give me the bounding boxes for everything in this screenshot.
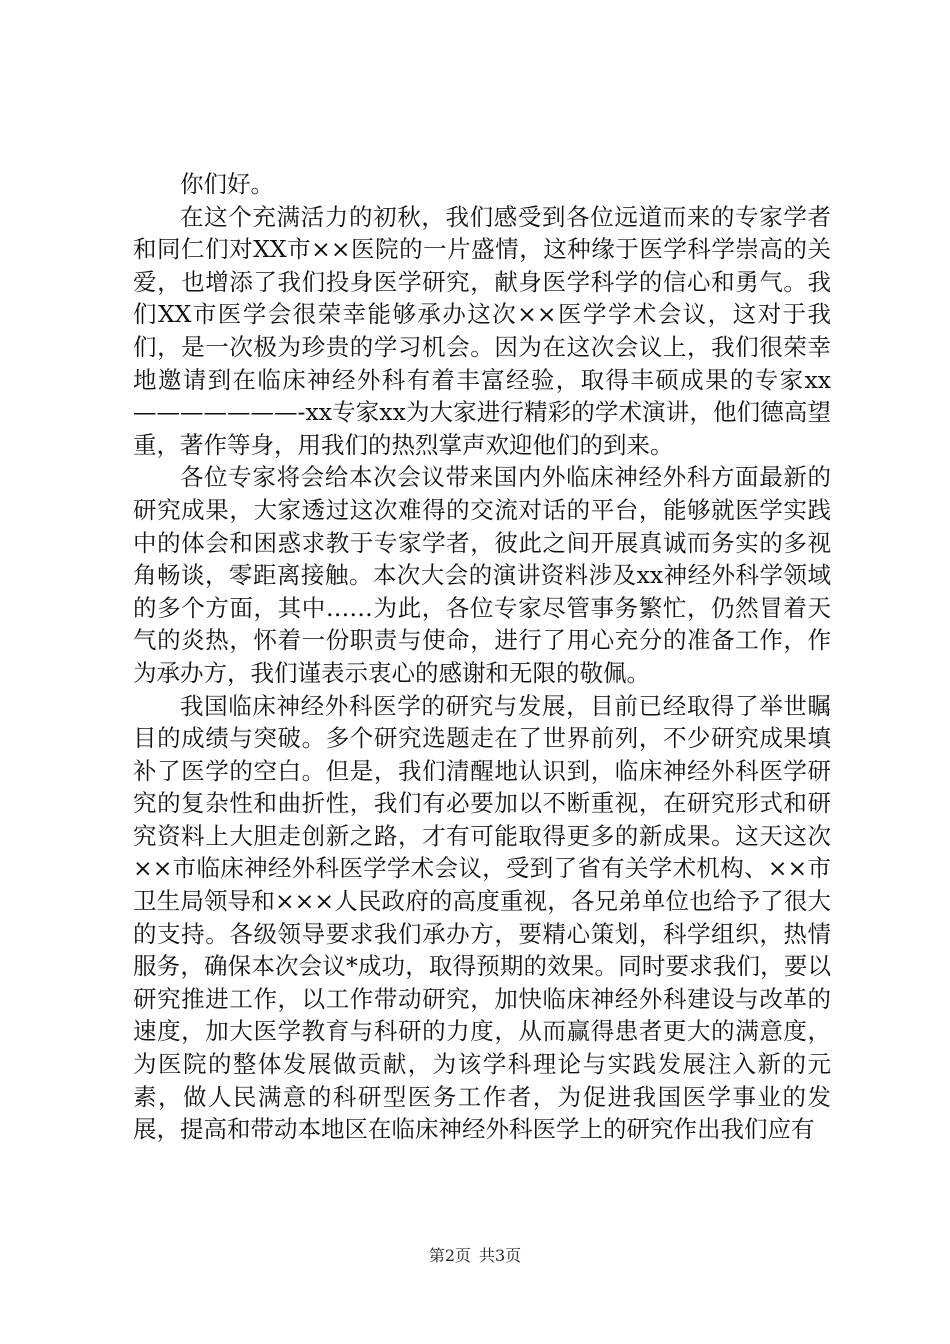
paragraph-development: 我国临床神经外科医学的研究与发展，目前已经取得了举世瞩目的成绩与突破。多个研究选题走在了世界前列，不少研究成果填补了医学的空白。但是，我们清醒地认识到，临床神经外科医学研究的复杂性和曲折性，我们有必要加以不断重视，在研究形式和研究资料上大胆走创新之路，才有可能取得更多的新成果。这天这次××市临床神经外科医学学术会议，受到了省有关学术机构、××市卫生局领导和×××人民政府的高度重视，各兄弟单位也给予了很大的支持。各级领导要求我们承办方，要精心策划，科学组织，热情服务，确保本次会议*成功，取得预期的效果。同时要求我们，要以研究推进工作，以工作带动研究，加快临床神经外科建设与改革的速度，加大医学教育与科研的力度，从而赢得患者更大的满意度，为医院的整体发展做贡献，为该学科理论与实践发展注入新的元素，做人民满意的科研型医务工作者，为促进我国医学事业的发展，提高和带动本地区在临床神经外科医学上的研究作出我们应有 [133, 691, 831, 1144]
document-body [133, 168, 831, 1146]
paragraph-greeting: 你们好。 [180, 170, 274, 198]
page-total: 共3页 [479, 1246, 522, 1265]
paragraph-welcome: 在这个充满活力的初秋，我们感受到各位远道而来的专家学者和同仁们对XX市××医院的一片盛情，这种缘于医学科学崇高的关爱，也增添了我们投身医学研究，献身医学科学的信心和勇气。我们XX市医学会很荣幸能够承办这次××医学学术会议，这对于我们，是一次极为珍贵的学习机会。因为在这次会议上，我们很荣幸地邀请到在临床神经外科有着丰富经验，取得丰硕成果的专家xx———————-xx专家xx为大家进行精彩的学术演讲，他们德高望重，著作等身，用我们的热烈掌声欢迎他们的到来。 [133, 202, 831, 459]
paragraph-experts: 各位专家将会给本次会议带来国内外临床神经外科方面最新的研究成果，大家透过这次难得的交流对话的平台，能够就医学实践中的体会和困惑求教于专家学者，彼此之间开展真诚而务实的多视角畅谈，零距离接触。本次大会的演讲资料涉及xx神经外科学领域的多个方面，其中……为此，各位专家尽管事务繁忙，仍然冒着天气的炎热，怀着一份职责与使命，进行了用心充分的准备工作，作为承办方，我们谨表示衷心的感谢和无限的敬佩。 [133, 463, 831, 687]
page-footer [0, 1246, 950, 1266]
page-number: 第2页 [428, 1246, 471, 1265]
